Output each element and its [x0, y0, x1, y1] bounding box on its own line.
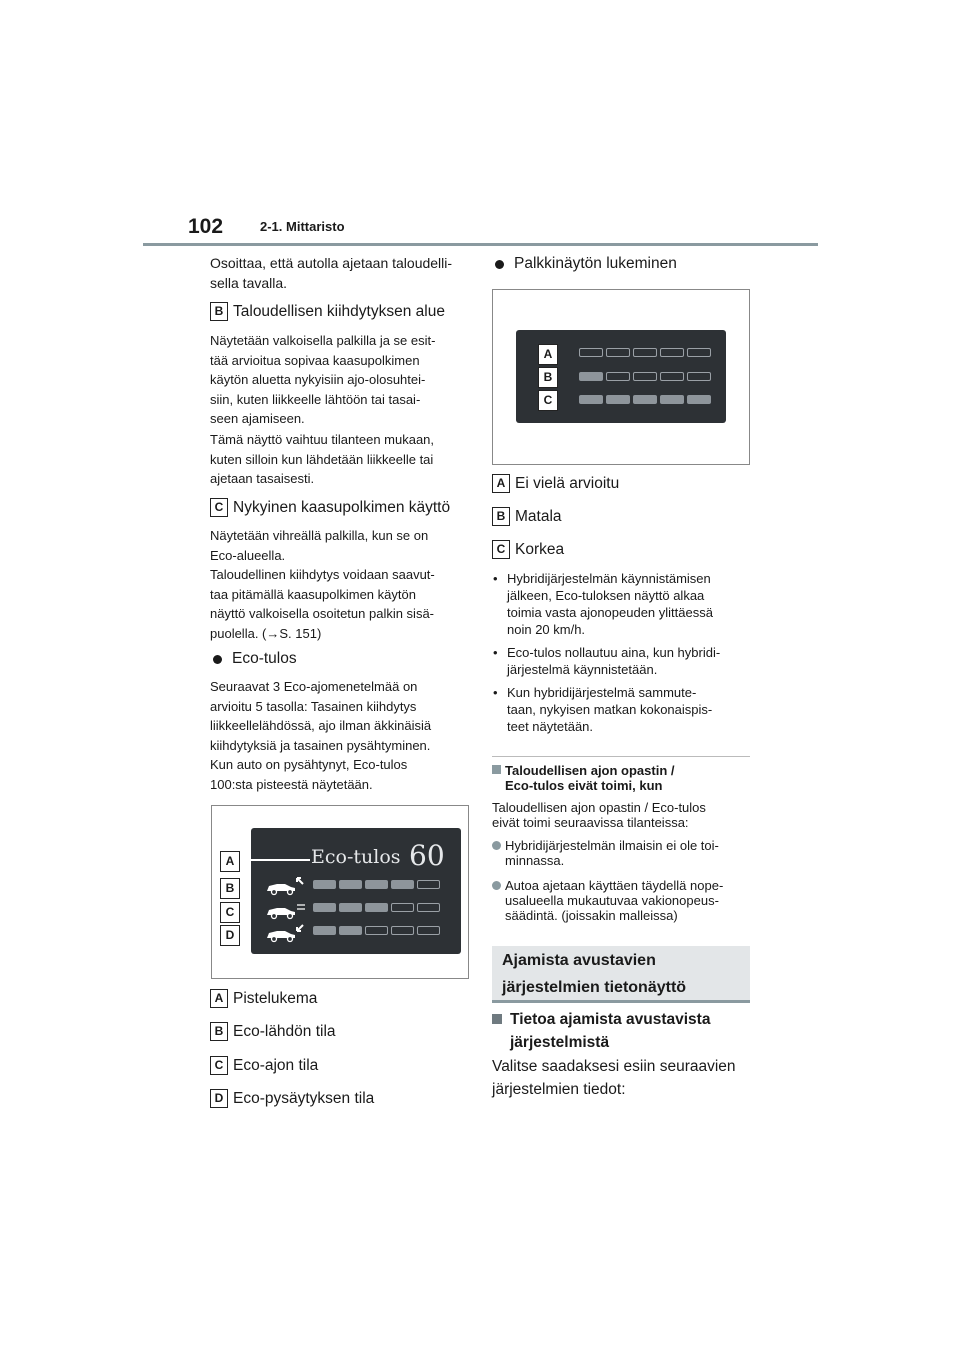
subsection-c-title: Nykyinen kaasupolkimen käyttö [233, 498, 451, 516]
notes-list [493, 570, 748, 735]
bar-segment [687, 372, 711, 381]
eco-stop-car-icon [265, 923, 305, 943]
text-line: Kun auto on pysähtynyt, Eco-tulos [210, 757, 408, 772]
intro-line: Osoittaa, että autolla ajetaan taloudelli- [210, 255, 453, 271]
eco-segment [339, 903, 362, 912]
text-line: Taloudellinen kiihdytys voidaan saavut- [210, 567, 435, 582]
legend-text: Eco-pysäytyksen tila [233, 1089, 375, 1107]
bar-segment [606, 348, 630, 357]
bar-segment [660, 348, 684, 357]
text-line: siin, kuten liikkeelle lähtöön tai tasai- [210, 391, 421, 407]
bullet-icon [495, 260, 504, 269]
eco-segment [313, 880, 336, 889]
text-line: näyttö valkoisella osoitetun palkin sisä- [210, 606, 435, 621]
note-text [507, 684, 712, 735]
text-line: Eco-alueella. [210, 547, 286, 563]
section-title-box [492, 946, 750, 1003]
subsection-b-heading [210, 302, 445, 321]
text-line: Hybridijärjestelmän käynnistämisen [507, 571, 711, 586]
text-line: Näytetään vihreällä palkilla, kun se on [210, 528, 429, 543]
label-b: B [210, 302, 228, 321]
callout-a: A [220, 851, 240, 872]
bar-segment [633, 372, 657, 381]
bar-reading-heading [492, 255, 677, 273]
text-line: taa pitämällä kaasupolkimen käytön [210, 586, 416, 602]
text-line: noin 20 km/h. [507, 622, 586, 637]
eco-score-figure [211, 805, 469, 979]
circle-bullet-icon [492, 881, 501, 890]
text-line: säädintä. (joissakin malleissa) [505, 908, 678, 923]
text-line: Kun hybridijärjestelmä sammute- [507, 685, 697, 700]
warning-title-line [492, 763, 750, 778]
subsection-b-title: Taloudellisen kiihdytyksen alue [233, 302, 445, 320]
text-line: Eco-tulos nollautuu aina, kun hybridi- [507, 645, 721, 660]
text-line: Taloudellisen ajon opastin / [505, 763, 675, 778]
bar-segment [579, 372, 603, 381]
eco-segment [365, 926, 388, 935]
legend-text: Korkea [515, 540, 565, 558]
bullet-icon [213, 655, 222, 664]
bar-segment [633, 348, 657, 357]
legend-item [210, 1089, 374, 1108]
label-c: C [492, 540, 510, 559]
sub-heading [492, 1008, 750, 1054]
intro-text [210, 254, 468, 293]
text-line: usalueella mukautuvaa vakionopeus- [505, 893, 719, 908]
page-number: 102 [188, 215, 224, 238]
subsection-c-heading [210, 498, 450, 517]
text-line: minnassa. [505, 853, 565, 868]
bar-reading-heading-text: Palkkinäytön lukeminen [514, 255, 677, 272]
bar-row-low [579, 372, 711, 381]
subsection-b-paragraph [210, 331, 468, 429]
bar-segment [579, 348, 603, 357]
label-b: B [492, 507, 510, 526]
bar-label-b: B [538, 367, 558, 388]
text-line: eivät toimi seuraavissa tilanteissa: [492, 815, 689, 830]
eco-segment [417, 880, 440, 889]
bar-segment [660, 372, 684, 381]
label-d: D [210, 1089, 228, 1108]
text-line: teet näytetään. [507, 719, 594, 734]
subsection-c-paragraph-2 [210, 565, 468, 643]
bar-segment [660, 395, 684, 404]
eco-drive-car-icon [265, 900, 305, 920]
text-line: jälkeen, Eco-tuloksen näyttö alkaa [507, 588, 705, 603]
text-line: seen ajamiseen. [210, 411, 305, 426]
eco-score-paragraph [210, 677, 468, 794]
note-item [493, 684, 748, 735]
bar-row-high [579, 395, 711, 404]
legend-item [210, 989, 317, 1008]
text-line: Tämä näyttö vaihtuu tilanteen mukaan, [210, 432, 435, 447]
text-line: puolella. (→S. 151) [210, 625, 322, 641]
warning-item-line [492, 838, 750, 853]
label-a: A [492, 474, 510, 493]
eco-start-bar [313, 880, 440, 889]
bar-reading-display [516, 330, 726, 423]
eco-score-display [251, 828, 461, 954]
text-line: ajetaan tasaisesti. [210, 471, 315, 486]
eco-drive-bar [313, 903, 440, 912]
eco-segment [365, 880, 388, 889]
eco-segment [391, 903, 414, 912]
text-line: Eco-tulos eivät toimi, kun [505, 778, 663, 793]
bar-segment [606, 372, 630, 381]
text-line: Tietoa ajamista avustavista [510, 1011, 711, 1028]
warning-title [492, 763, 750, 793]
eco-segment [313, 903, 336, 912]
eco-score-heading [210, 650, 297, 668]
dot-icon: • [493, 645, 498, 660]
eco-segment [391, 880, 414, 889]
eco-segment [391, 926, 414, 935]
legend-item [210, 1056, 318, 1075]
eco-segment [339, 926, 362, 935]
sub-heading-line [492, 1008, 750, 1031]
text-line: tää arvioitua sopivaa kaasupolkimen [210, 352, 420, 368]
eco-segment [313, 926, 336, 935]
bar-segment [687, 395, 711, 404]
eco-screen-score: 60 [409, 839, 445, 872]
bar-segment [687, 348, 711, 357]
note-text [507, 644, 720, 678]
warning-item [492, 878, 750, 923]
circle-bullet-icon [492, 841, 501, 850]
callout-b: B [220, 878, 240, 899]
divider [492, 756, 750, 757]
bar-segment [606, 395, 630, 404]
section-title-line: järjestelmien tietonäyttö [502, 979, 687, 996]
body-paragraph [492, 1055, 760, 1101]
eco-segment [339, 880, 362, 889]
eco-start-car-icon [265, 876, 305, 896]
bar-label-a: A [538, 344, 558, 365]
section-title-line: Ajamista avustavien [502, 952, 656, 969]
bar-row-not-rated [579, 348, 711, 357]
eco-score-heading-text: Eco-tulos [232, 650, 297, 667]
dot-icon: • [493, 685, 498, 700]
note-item [493, 644, 748, 678]
dot-icon: • [493, 571, 498, 586]
text-line: Valitse saadaksesi esiin seuraavien [492, 1058, 736, 1075]
eco-screen-title: Eco-tulos [311, 846, 401, 868]
square-bullet-icon [492, 765, 501, 774]
label-c: C [210, 1056, 228, 1075]
text-line: toimia vasta ajonopeuden ylittäessä [507, 605, 713, 620]
text-line: arvioitu 5 tasolla: Tasainen kiihdytys [210, 698, 417, 714]
legend-item [492, 474, 619, 493]
text-line: käytön aluetta nykyisiin ajo-olosuhtei- [210, 372, 426, 387]
text-line: järjestelmistä [510, 1034, 610, 1051]
callout-c: C [220, 902, 240, 923]
chapter-title: 2-1. Mittaristo [260, 219, 345, 234]
note-text [507, 570, 713, 638]
callout-line [240, 859, 310, 861]
text-line: Hybridijärjestelmän ilmaisin ei ole toi- [505, 838, 719, 853]
text-line: liikkeellelähdössä, ajo ilman äkkinäisiä [210, 718, 432, 733]
warning-item [492, 838, 750, 868]
legend-text: Eco-lähdön tila [233, 1022, 336, 1040]
legend-text: Pistelukema [233, 989, 318, 1007]
label-a: A [210, 989, 228, 1008]
label-c: C [210, 498, 228, 517]
text-line: Seuraavat 3 Eco-ajomenetelmää on [210, 679, 418, 694]
eco-segment [365, 903, 388, 912]
legend-text: Ei vielä arvioitu [515, 474, 620, 492]
text-line: taan, nykyisen matkan kokonaispis- [507, 702, 713, 717]
text-line: kiihdytyksiä ja tasainen pysähtyminen. [210, 737, 431, 753]
legend-item [492, 540, 564, 559]
legend-item [210, 1022, 336, 1041]
subsection-b-paragraph-2 [210, 430, 468, 489]
text-line: järjestelmien tiedot: [492, 1081, 626, 1098]
label-b: B [210, 1022, 228, 1041]
text-line: Autoa ajetaan käyttäen täydellä nope- [505, 878, 724, 893]
intro-line: sella tavalla. [210, 274, 288, 291]
legend-text: Eco-ajon tila [233, 1056, 319, 1074]
eco-segment [417, 903, 440, 912]
warning-item-line [492, 878, 750, 893]
legend-text: Matala [515, 507, 562, 525]
bar-label-c: C [538, 390, 558, 411]
text-line: järjestelmä käynnistetään. [507, 662, 658, 677]
text-line: Taloudellisen ajon opastin / Eco-tulos [492, 800, 706, 815]
bar-segment [579, 395, 603, 404]
callout-d: D [220, 925, 240, 946]
warning-paragraph [492, 800, 750, 830]
subsection-c-paragraph [210, 526, 468, 565]
eco-segment [417, 926, 440, 935]
bar-segment [633, 395, 657, 404]
text-line: 100:sta pisteestä näytetään. [210, 776, 373, 792]
square-bullet-icon [492, 1014, 502, 1024]
text-line: kuten silloin kun lähdetään liikkeelle tai [210, 451, 434, 467]
legend-item [492, 507, 562, 526]
text-line: Näytetään valkoisella palkilla ja se esit- [210, 333, 436, 348]
eco-stop-bar [313, 926, 440, 935]
header-rule [143, 243, 818, 246]
bar-reading-figure [492, 289, 750, 465]
note-item [493, 570, 748, 638]
